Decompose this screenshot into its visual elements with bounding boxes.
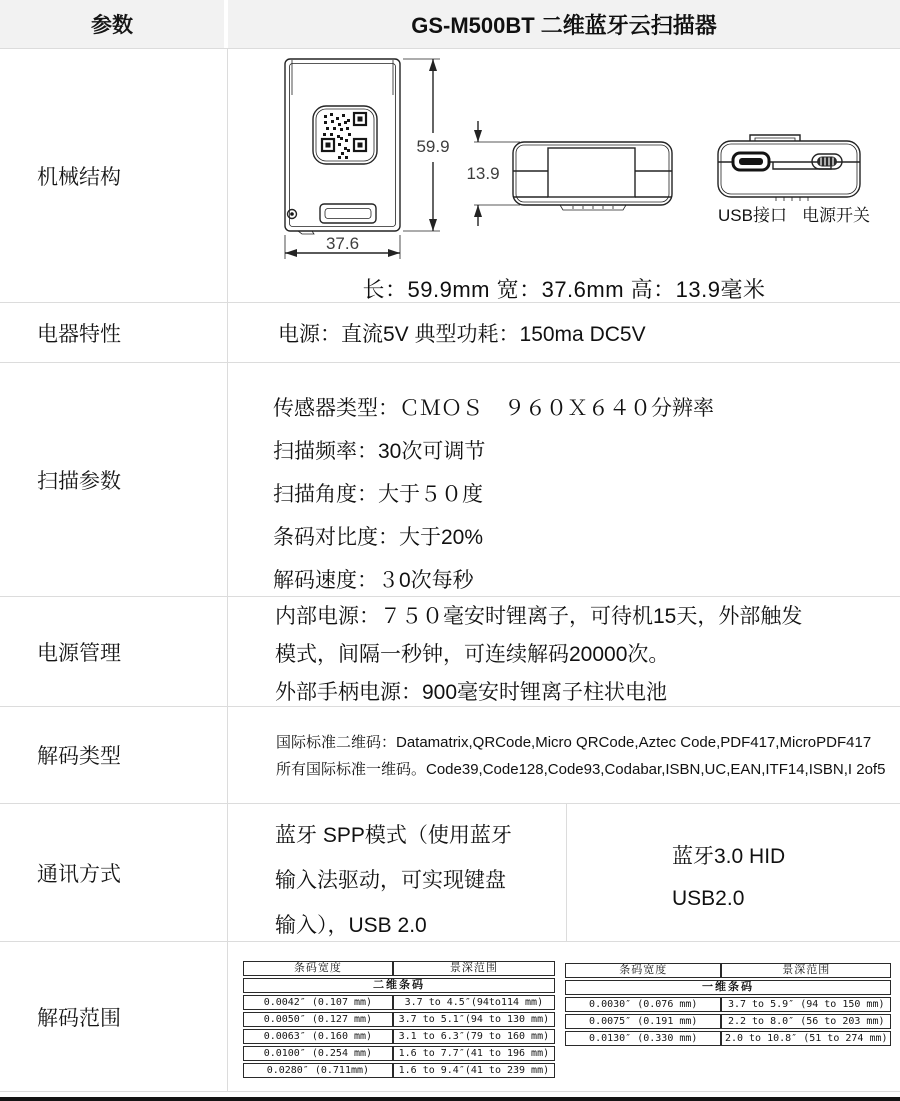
scan-line: 解码速度：３0次每秒: [273, 569, 474, 592]
decode-types-line: 国际标准二维码：Datamatrix,QRCode,Micro QRCode,Aztec Code,PDF417,MicroPDF417: [276, 734, 872, 751]
table-row: 0.0030″ (0.076 mm) 3.7 to 5.9″ (94 to 150 mm): [565, 997, 891, 1012]
table-2d-header-width: 条码宽度: [243, 961, 393, 976]
communication-spp-cell: [228, 804, 567, 941]
communication-hid-cell: [567, 804, 900, 941]
bottom-edge-bar: [0, 1097, 900, 1101]
dim-length-text: 59.9: [416, 137, 450, 156]
bottom-view-drawing: [718, 135, 870, 225]
header-row: [0, 0, 900, 49]
dim-height-text: 13.9: [466, 164, 500, 183]
power-management-text: [228, 597, 900, 712]
scan-line: 扫描角度：大于５０度: [273, 483, 483, 506]
row-scanning: [0, 363, 900, 597]
scan-line: 条码对比度：大于20%: [273, 526, 484, 549]
row-label-communication: 通讯方式: [0, 804, 228, 941]
row-label-mechanical: 机械结构: [0, 49, 228, 302]
table-1d-group: 一维条码: [565, 980, 891, 995]
row-mechanical: [0, 49, 900, 303]
page-title: GS-M500BT 二维蓝牙云扫描器: [411, 12, 717, 38]
header-param-label: 参数: [0, 0, 228, 48]
dimension-13-9: [466, 121, 520, 226]
row-decode-range: [0, 942, 900, 1092]
row-power: [0, 597, 900, 707]
decode-range-table-1d: [565, 961, 891, 1048]
table-1d-header-depth: 景深范围: [721, 963, 891, 978]
scan-line: 扫描频率：30次可调节: [273, 440, 486, 463]
front-view-drawing: [285, 59, 400, 234]
dim-width-text: 37.6: [325, 234, 360, 253]
table-row: 0.0100″ (0.254 mm) 1.6 to 7.7″(41 to 196 mm): [243, 1046, 555, 1061]
table-row: 0.0050″ (0.127 mm) 3.7 to 5.1″(94 to 130 mm): [243, 1012, 555, 1027]
row-label-power: 电源管理: [0, 597, 228, 706]
table-1d-header-width: 条码宽度: [565, 963, 721, 978]
table-row: 0.0042″ (0.107 mm) 3.7 to 4.5″(94to114 mm): [243, 995, 555, 1010]
table-2d-header-depth: 景深范围: [393, 961, 555, 976]
power-switch-label: 电源开关: [802, 206, 870, 225]
dimension-37-6: [285, 234, 400, 259]
row-label-electrical: 电器特性: [0, 303, 228, 362]
table-2d-group: 二维条码: [243, 978, 555, 993]
decode-range-table-2d: [243, 959, 555, 1080]
electrical-text: 电源：直流5V 典型功耗：150ma DC5V: [278, 322, 646, 346]
side-view-drawing: [513, 142, 672, 210]
power-line: 外部手柄电源：900毫安时锂离子柱状电池: [275, 681, 668, 704]
comm-left-line: 输入），USB 2.0: [275, 914, 427, 937]
mechanical-drawing: [228, 49, 900, 264]
power-line: 模式，间隔一秒钟，可连续解码20000次。: [275, 643, 670, 666]
row-communication: [0, 804, 900, 942]
decode-types-text: [228, 707, 900, 783]
row-label-decode-types: 解码类型: [0, 707, 228, 803]
scan-line: 传感器类型：ＣＭＯＳ ９６０Ｘ６４０分辨率: [273, 397, 714, 420]
usb-port-label: USB接口: [718, 206, 787, 225]
usb-port-drawing: [733, 153, 769, 170]
mechanical-dimensions-text: 长：59.9mm 宽：37.6mm 高：13.9毫米: [362, 277, 766, 302]
table-row: 0.0075″ (0.191 mm) 2.2 to 8.0″ (56 to 203 mm): [565, 1014, 891, 1029]
table-row: 0.0063″ (0.160 mm) 3.1 to 6.3″(79 to 160 mm): [243, 1029, 555, 1044]
dimension-59-9: [403, 59, 450, 231]
comm-left-line: 蓝牙 SPP模式（使用蓝牙: [275, 824, 512, 847]
row-label-decode-range: 解码范围: [0, 942, 228, 1091]
power-line: 内部电源：７５０毫安时锂离子，可待机15天，外部触发: [275, 605, 803, 628]
row-decode-types: [0, 707, 900, 804]
row-label-scanning: 扫描参数: [0, 363, 228, 596]
comm-right-line: USB2.0: [672, 887, 745, 910]
comm-right-line: 蓝牙3.0 HID: [672, 845, 786, 868]
decode-types-line: 所有国际标准一维码。Code39,Code128,Code93,Codabar,ISBN,UC,EAN,ITF14,ISBN,I 2of5: [276, 761, 886, 778]
table-row: 0.0130″ (0.330 mm) 2.0 to 10.8″ (51 to 274 mm): [565, 1031, 891, 1046]
scanning-parameters: [228, 363, 900, 602]
row-electrical: [0, 303, 900, 363]
comm-left-line: 输入法驱动，可实现键盘: [275, 869, 506, 892]
qr-code-pattern: [322, 113, 366, 159]
table-row: 0.0280″ (0.711mm) 1.6 to 9.4″(41 to 239 mm): [243, 1063, 555, 1078]
